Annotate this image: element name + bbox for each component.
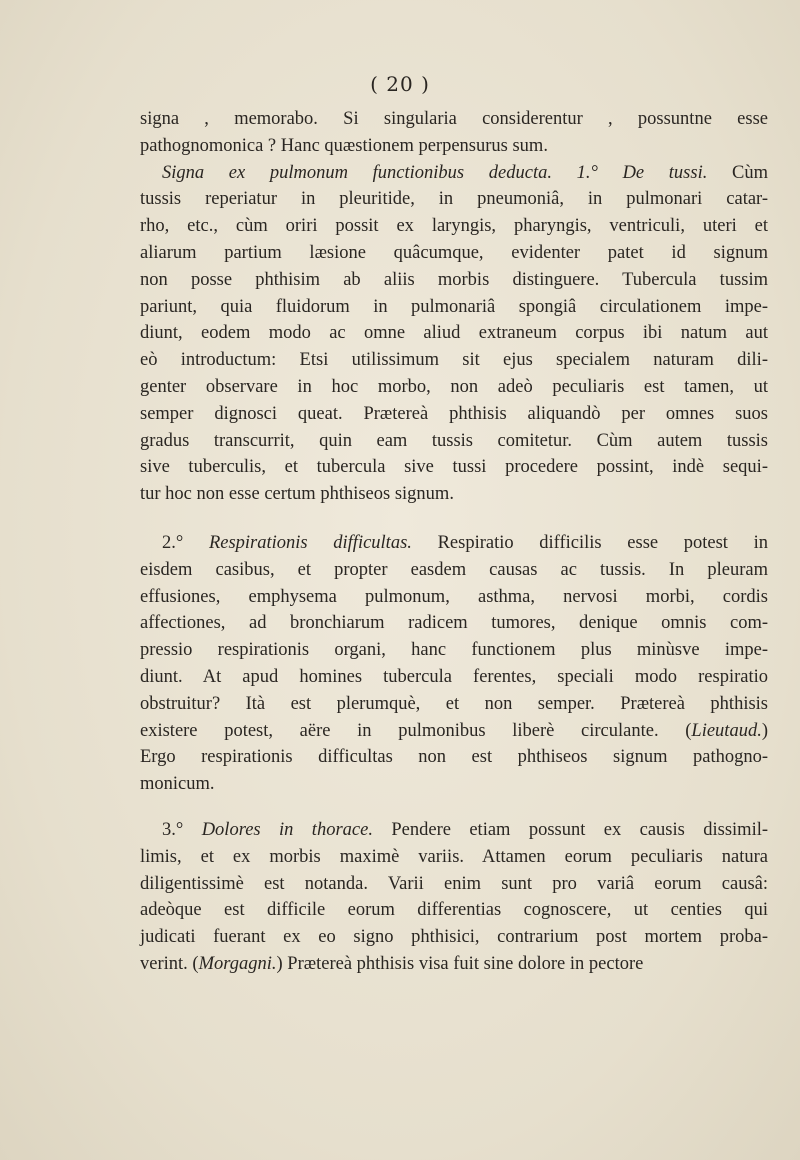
italic-text: Lieutaud. [691,720,762,741]
italic-text: Signa ex pulmonum functionibus deducta. 1.° De tussi. [162,162,708,183]
text-line: gradus transcurrit, quin eam tussis comitetur. Cùm autem tussis [140,430,768,451]
text-line: eisdem casibus, et propter easdem causas ac tussis. In pleuram [140,559,768,580]
text-line: obstruitur? Ità est plerumquè, et non semper. Prætereà phthisis [140,693,768,714]
text-run: verint. ( [140,953,199,974]
italic-text: Respirationis difficultas. [208,533,412,553]
text-line [140,718,768,745]
paragraph-3 [140,817,768,978]
text-run: Cùm [707,162,768,183]
text-line: pariunt, quia fluidorum in pulmonariâ spongiâ circulationem impe- [140,296,768,317]
text-line [140,160,768,187]
text-line: Ergo respirationis difficultas non est phthiseos signum pathogno- [140,747,768,768]
page-number: ( 20 ) [370,72,430,96]
text-run: 2.° [162,533,209,553]
text-line: pathognomonica ? Hanc quæstionem perpensurus sum. [140,135,548,156]
text-line: affectiones, ad bronchiarum radicem tumores, denique omnis com- [140,613,768,634]
text-line: diunt, eodem modo ac omne aliud extraneum corpus ibi natum aut [140,323,768,344]
text-line: diligentissimè est notanda. Varii enim sunt pro variâ eorum causâ: [140,873,768,894]
text-line [140,530,768,557]
text-line: sive tuberculis, et tubercula sive tussi procedere possint, indè sequi- [140,457,768,478]
italic-text: Dolores in thorace. [201,820,373,840]
text-line: pressio respirationis organi, hanc functionem plus minùsve impe- [140,640,768,661]
paragraph-1 [140,106,768,508]
text-line [140,951,768,978]
text-line: non posse phthisim ab aliis morbis distinguere. Tubercula tussim [140,269,768,290]
text-line: limis, et ex morbis maximè variis. Attamen eorum peculiaris natura [140,846,768,867]
text-run: 3.° [162,820,202,840]
text-run: ) [761,720,768,741]
text-line: tur hoc non esse certum phthiseos signum. [140,484,454,505]
text-run: Pendere etiam possunt ex causis dissimil- [372,820,769,840]
text-line: genter observare in hoc morbo, non adeò peculiaris est tamen, ut [140,376,768,397]
text-line: aliarum partium læsione quâcumque, evidenter patet id signum [140,242,768,263]
text-line: monicum. [140,774,215,795]
text-line: adeòque est difficile eorum differentias cognoscere, ut centies qui [140,900,768,921]
italic-text: Morgagni. [198,953,277,974]
text-line: tussis reperiatur in pleuritide, in pneumoniâ, in pulmonari catar- [140,189,768,210]
text-line: effusiones, emphysema pulmonum, asthma, nervosi morbi, cordis [140,586,768,607]
text-line: signa , memorabo. Si singularia considerentur , possuntne esse [140,109,768,129]
text-line [140,817,768,844]
text-run: existere potest, aëre in pulmonibus liberè circulante. ( [140,720,692,741]
text-line: semper dignosci queat. Prætereà phthisis aliquandò per omnes suos [140,403,768,424]
text-line: diunt. At apud homines tubercula ferentes, speciali modo respiratio [140,666,768,687]
text-run: ) Prætereà phthisis visa fuit sine dolore in pectore [276,953,644,974]
text-line: eò introductum: Etsi utilissimum sit ejus specialem naturam dili- [140,350,768,371]
text-line: judicati fuerant ex eo signo phthisici, contrarium post mortem proba- [140,927,768,948]
text-run: Respiratio difficilis esse potest in [411,533,769,553]
paragraph-2 [140,530,768,798]
text-line: rho, etc., cùm oriri possit ex laryngis, pharyngis, ventriculi, uteri et [140,216,768,237]
